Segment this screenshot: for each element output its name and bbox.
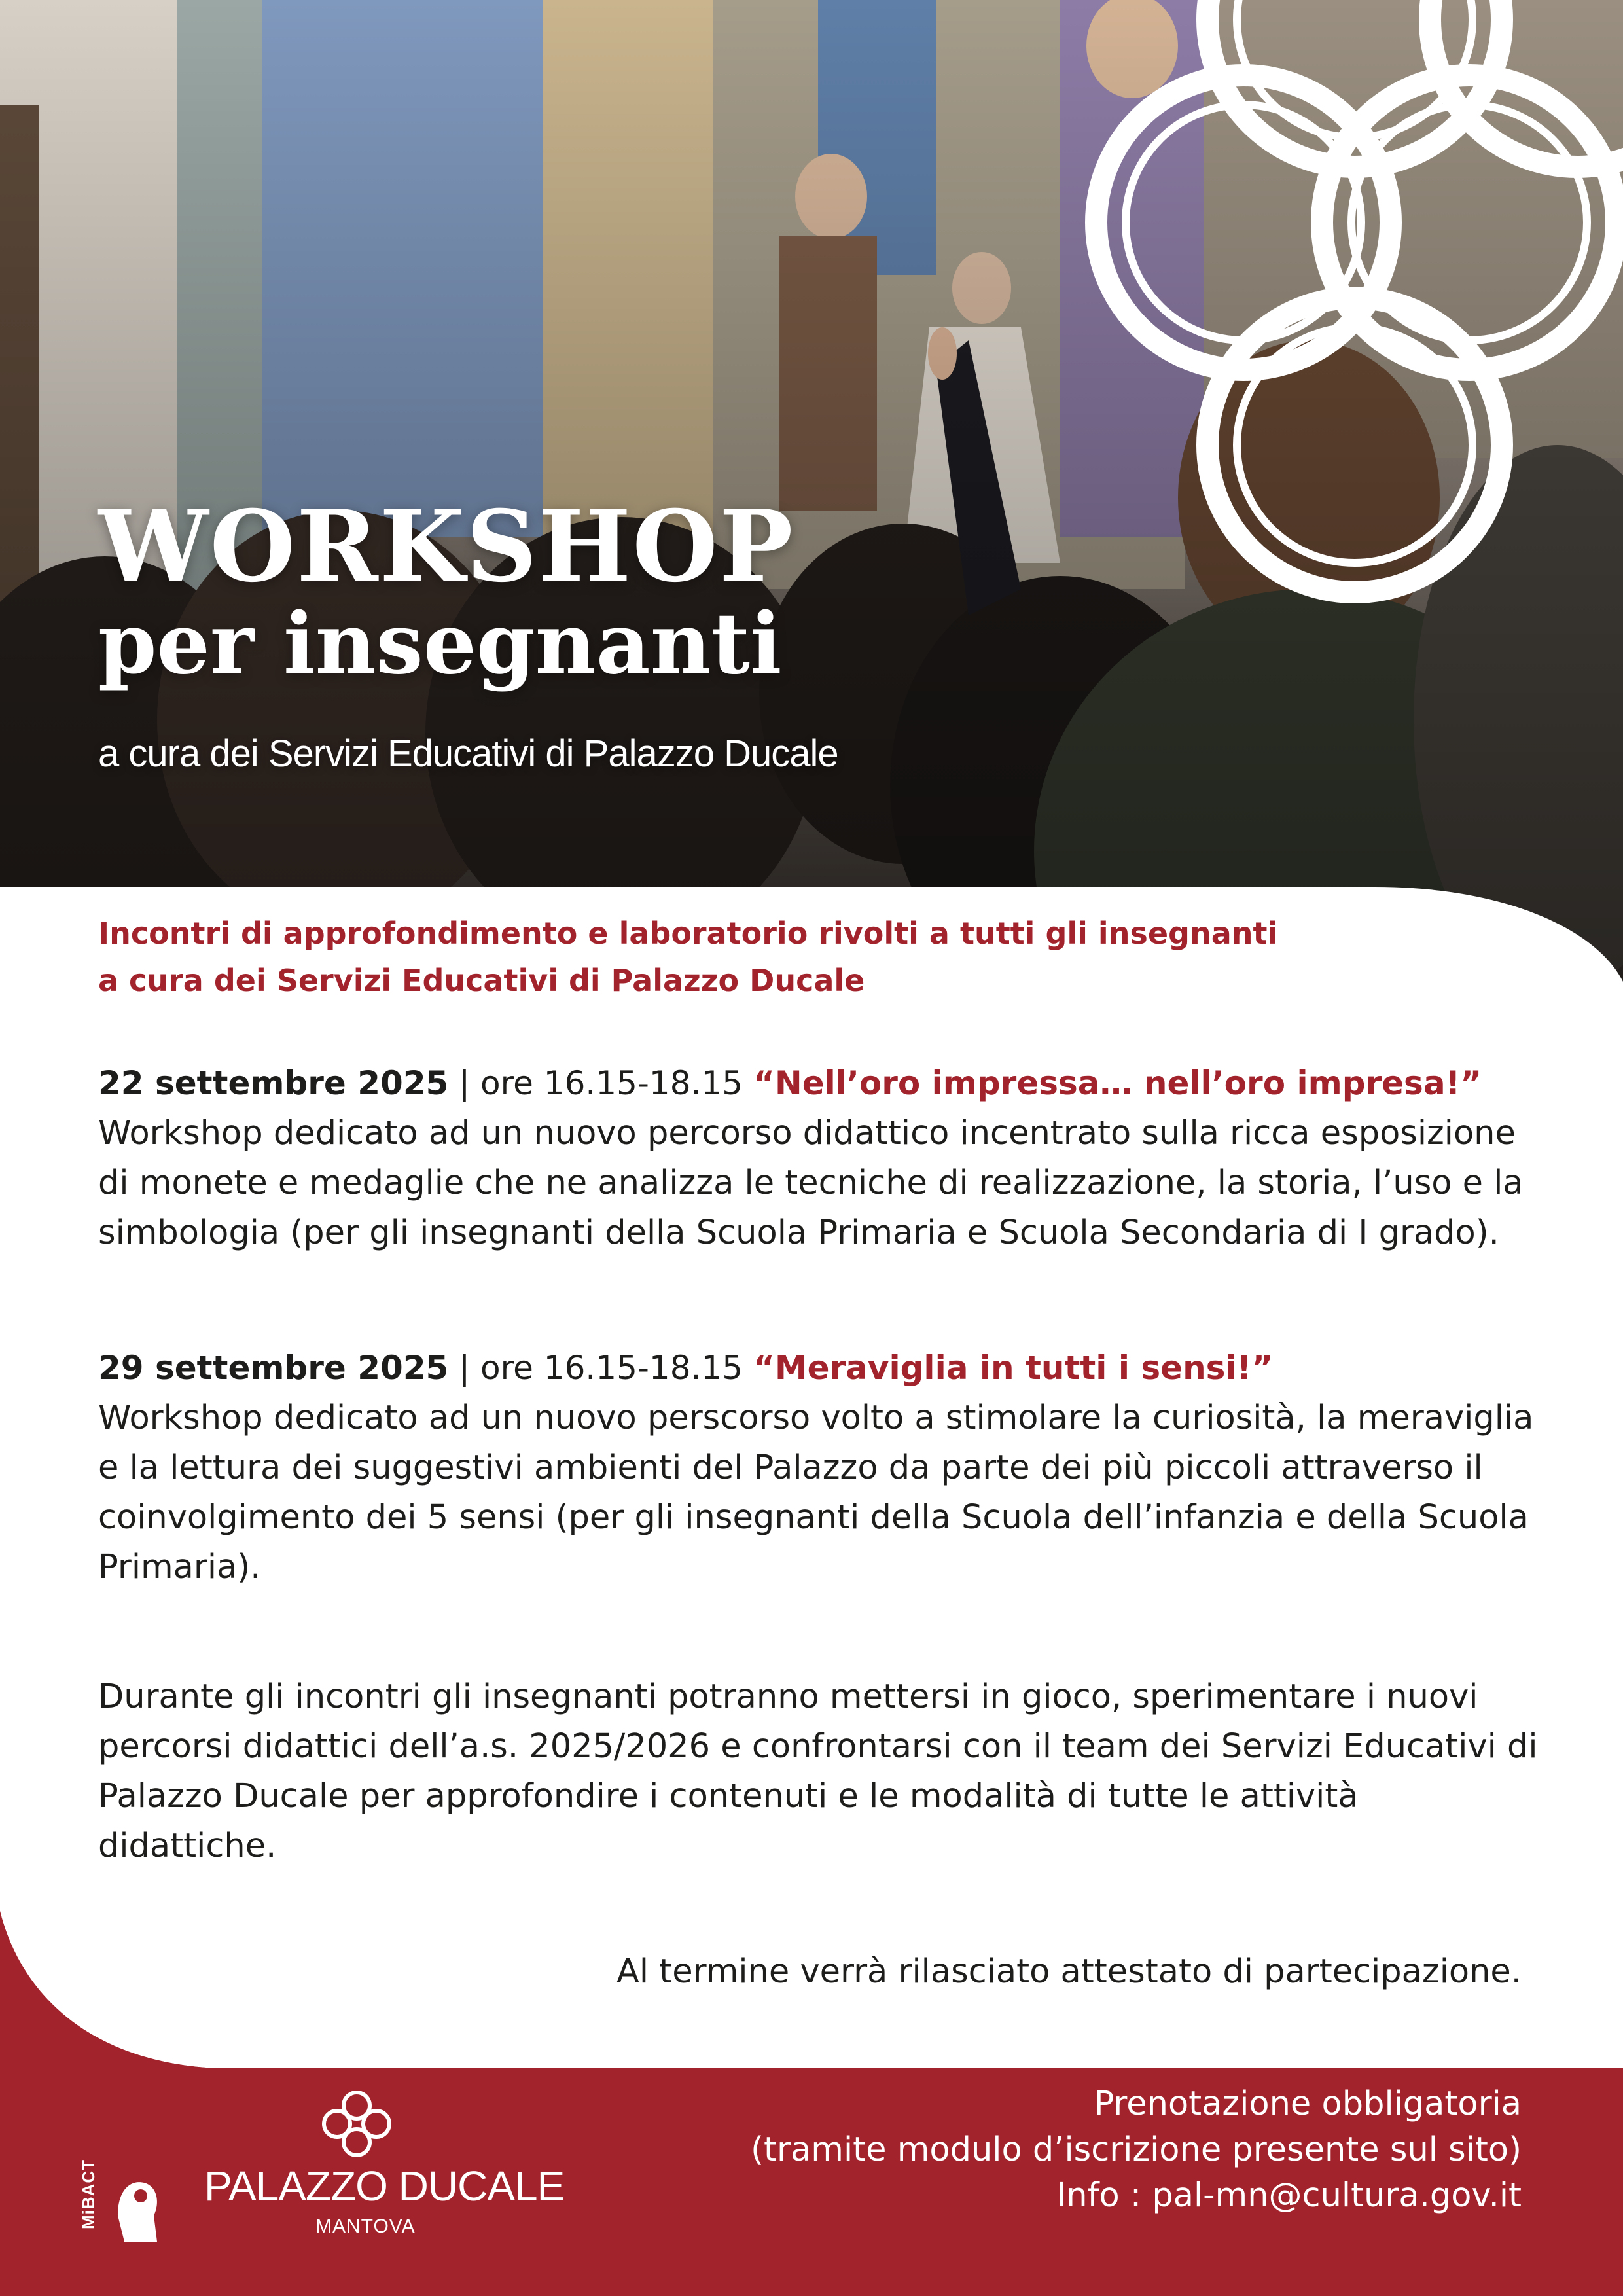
intro-line-2: a cura dei Servizi Educativi di Palazzo Ducale (98, 963, 865, 998)
booking-info (751, 2081, 1522, 2219)
palazzo-ducale-logo (79, 2091, 569, 2261)
event-2-description: Workshop dedicato ad un nuovo perscorso volto a stimolare la curiosità, la meraviglia e la lettura dei suggestivi ambienti del Palazzo da parte dei più piccoli attraverso il coinvolgimento dei 5 sensi (per gli insegnanti della Scuola dell’infanzia e della Scuola Primaria). (98, 1399, 1534, 1587)
booking-line-1: Prenotazione obbligatoria (1094, 2085, 1522, 2123)
event-1-header (98, 1060, 1538, 1106)
event-2-date: 29 settembre 2025 (98, 1349, 449, 1387)
event-2-title: “Meraviglia in tutti i sensi!” (753, 1349, 1274, 1387)
intro-line-1: Incontri di approfondimento e laboratorio rivolti a tutti gli insegnanti (98, 916, 1278, 951)
event-1-title: “Nell’oro impressa… nell’oro impresa!” (753, 1064, 1482, 1102)
hero-subtitle: a cura dei Servizi Educativi di Palazzo Ducale (98, 732, 838, 775)
event-1 (98, 1060, 1538, 1258)
intro-heading (98, 910, 1472, 1004)
booking-email[interactable]: Info : pal-mn@cultura.gov.it (1056, 2176, 1522, 2215)
event-2-header (98, 1345, 1538, 1391)
hero-photo (0, 0, 1623, 982)
event-2-separator: | (448, 1349, 481, 1387)
palazzo-ducale-name: PALAZZO DUCALE (204, 2162, 565, 2210)
title-line-1: WORKSHOP (98, 489, 794, 604)
event-1-date: 22 settembre 2025 (98, 1064, 449, 1102)
closing-paragraph: Durante gli incontri gli insegnanti potranno mettersi in gioco, sperimentare i nuovi percorsi didattici dell’a.s. 2025/2026 e confrontarsi con il team dei Servizi Educativi di Palazzo Ducale per approfondire i contenuti e le modalità di tutte le attività didattiche. (98, 1677, 1538, 1865)
attestato-note: Al termine verrà rilasciato attestato di partecipazione. (616, 1952, 1522, 1991)
workshop-title (98, 489, 794, 693)
event-2 (98, 1345, 1538, 1592)
booking-line-2: (tramite modulo d’iscrizione presente sul sito) (751, 2130, 1522, 2169)
event-1-description: Workshop dedicato ad un nuovo percorso didattico incentrato sulla ricca esposizione di monete e medaglie che ne analizza le tecniche di realizzazione, la storia, l’uso e la simbologia (per gli insegnanti della Scuola Primaria e Scuola Secondaria di I grado). (98, 1114, 1524, 1252)
palazzo-rings-icon (308, 2091, 406, 2163)
event-2-time: ore 16.15-18.15 (480, 1349, 743, 1387)
event-1-time: ore 16.15-18.15 (480, 1064, 743, 1102)
mibact-label: MiBACT (79, 2159, 99, 2230)
event-1-separator: | (448, 1064, 481, 1102)
mantova-label: MANTOVA (315, 2215, 416, 2237)
title-line-2: per insegnanti (98, 595, 782, 693)
